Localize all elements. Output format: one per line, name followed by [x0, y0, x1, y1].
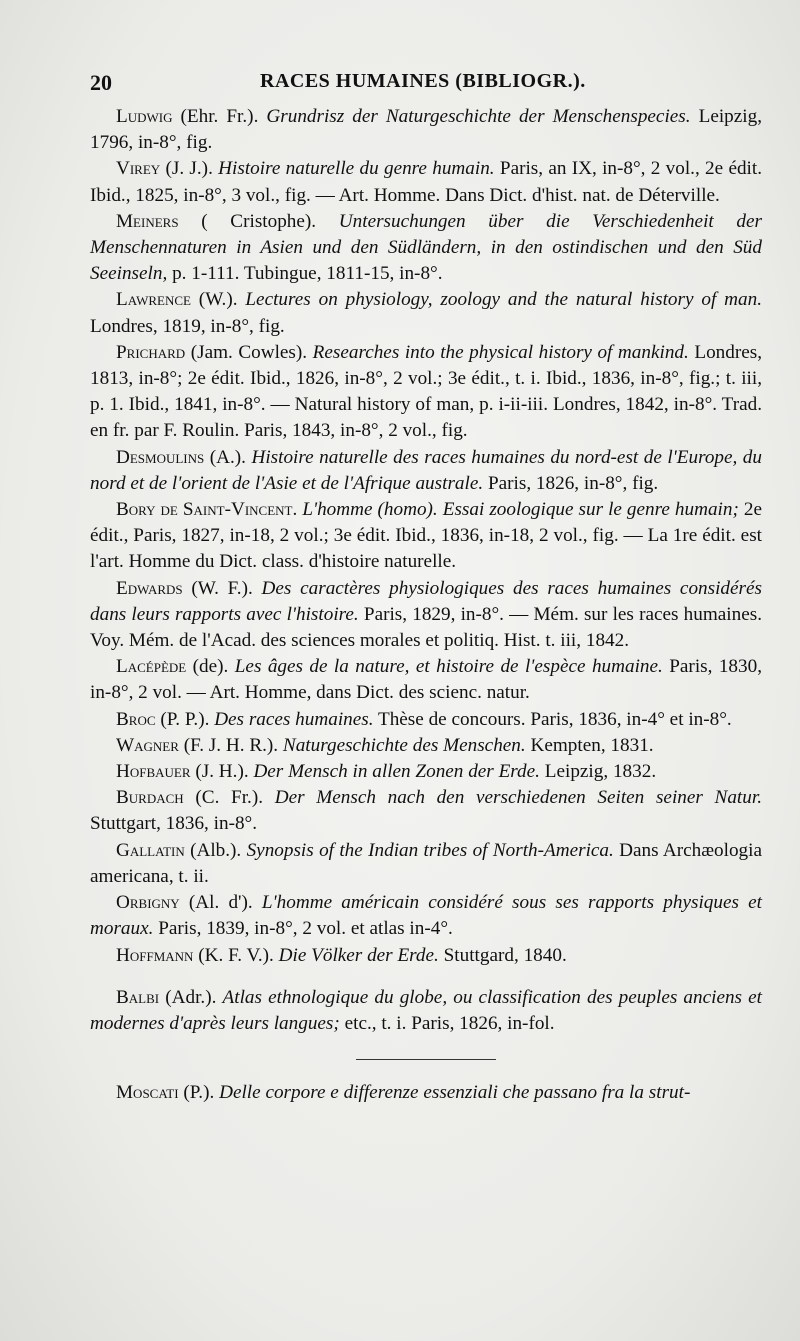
bibliography-entry [90, 340, 762, 445]
entry-publication-info: Kempten, 1831. [525, 734, 654, 756]
entry-publication-info: Stuttgard, 1840. [438, 944, 567, 966]
entry-title: Lectures on physiology, zoology and the natural history of man. [245, 289, 762, 311]
entry-author-details: (A.). [204, 446, 252, 468]
bibliography-entry [90, 209, 762, 288]
entry-author: Hofbauer [116, 761, 191, 783]
entry-author: Orbigny [116, 892, 180, 914]
entry-publication-info: Paris, 1826, in-8°, fig. [483, 472, 659, 494]
entry-title: Untersuchungen über die Verschiedenheit der Menschennaturen in Asien und den Südländern, in den ostindischen und den Süd Seeinseln, [90, 210, 762, 285]
entry-author: Balbi [116, 986, 160, 1008]
running-head: RACES HUMAINES (BIBLIOGR.). [260, 70, 586, 92]
entry-publication-info: Londres, 1813, in-8°; 2e édit. Ibid., 1826, in-8°, 2 vol.; 3e édit., t. i. Ibid., 1836, in-8°, fig.; t. iii, p. 1. Ibid., 1841, in-8°. — Natural history of man, p. i-ii-iii. Londres, 1842, in-8°. Trad. en fr. par F. Roulin. Paris, 1843, in-8°, 2 vol., fig. [90, 341, 763, 442]
entry-author: Meiners [116, 210, 179, 232]
entry-author-details: (W. F.). [182, 577, 262, 599]
entry-author: Burdach [116, 787, 184, 809]
entry-title: Grundrisz der Naturgeschichte der Menschenspecies. [266, 106, 691, 127]
entry-publication-info: Paris, 1829, in-8°. — Mém. sur les races humaines. Voy. Mém. de l'Acad. des sciences morales et politiq. Hist. t. iii, 1842. [90, 603, 762, 652]
bibliography-entry [90, 759, 762, 785]
entry-author: Desmoulins [116, 446, 205, 468]
entry-author-details: . [292, 499, 303, 521]
entry-title: Der Mensch nach den verschiedenen Seiten seiner Natur. [274, 787, 762, 809]
entry-publication-info: Paris, 1839, in-8°, 2 vol. et atlas in-4°. [153, 918, 453, 940]
entry-author: Gallatin [116, 839, 185, 861]
entry-author: Virey [116, 158, 161, 180]
entry-author-details: (W.). [190, 289, 246, 311]
page-header [90, 70, 760, 100]
section-gap [90, 969, 762, 985]
bibliography-entries-continued [90, 1080, 762, 1106]
entry-title: Researches into the physical history of mankind. [312, 341, 689, 363]
entry-author: Bory de Saint-Vincent [116, 499, 293, 521]
entry-publication-info: Dans Archæologia americana, t. ii. [90, 839, 762, 887]
bibliography-entries [90, 104, 762, 969]
bibliography-entry [90, 838, 762, 890]
entry-title: Naturgeschichte des Menschen. [282, 734, 526, 756]
entry-author-details: (Adr.). [159, 986, 223, 1008]
entry-publication-info: Paris, an IX, in-8°, 2 vol., 2e édit. Ibid., 1825, in-8°, 3 vol., fig. — Art. Homme. Dans Dict. d'hist. nat. de Déterville. [90, 158, 763, 206]
bibliography-entry [90, 654, 762, 706]
entry-publication-info: Stuttgart, 1836, in-8°. [90, 813, 258, 835]
entry-author: Moscati [116, 1082, 179, 1104]
separator-rule [356, 1059, 496, 1060]
entry-author-details: ( Cristophe). [178, 210, 339, 232]
entry-author: Wagner [116, 734, 179, 756]
entry-author: Hoffmann [116, 944, 194, 966]
entry-author: Broc [116, 708, 156, 730]
bibliography-entry [90, 1080, 762, 1106]
entry-publication-info: 2e édit., Paris, 1827, in-18, 2 vol.; 3e édit. Ibid., 1836, in-18, 2 vol., fig. — La 1re édit. est l'art. Homme du Dict. class. d'histoire naturelle. [90, 499, 762, 573]
bibliography-entry [90, 890, 762, 942]
entry-title: Histoire naturelle du genre humain. [218, 158, 495, 180]
entry-title: Die Völker der Erde. [278, 944, 439, 966]
bibliography-entry [90, 104, 762, 156]
bibliography-entry [90, 497, 762, 576]
entry-author-details: (Jam. Cowles). [185, 341, 313, 363]
bibliography-entry [90, 943, 762, 969]
bibliography-text [90, 104, 762, 1106]
entry-title: Des caractères physiologiques des races humaines considérés dans leurs rapports avec l'histoire. [90, 577, 762, 625]
bibliography-entry [90, 985, 762, 1037]
entry-publication-info: Londres, 1819, in-8°, fig. [90, 315, 285, 337]
entry-author: Ludwig [116, 106, 173, 127]
entry-title: L'homme américain considéré sous ses rapports physiques et moraux. [90, 892, 762, 940]
entry-author: Lacépède [116, 656, 187, 678]
entry-publication-info: Thèse de concours. Paris, 1836, in-4° et in-8°. [373, 708, 732, 730]
bibliography-entry [90, 156, 762, 208]
entry-author-details: (Ehr. Fr.). [172, 106, 267, 127]
entry-publication-info: etc., t. i. Paris, 1826, in-fol. [339, 1012, 555, 1034]
bibliography-entry [90, 287, 762, 339]
entry-author-details: (P.). [178, 1082, 220, 1104]
entry-author: Lawrence [116, 289, 191, 311]
entry-author-details: (J. H.). [190, 761, 254, 783]
bibliography-entry [90, 576, 762, 655]
entry-title: L'homme (homo). Essai zoologique sur le genre humain; [302, 499, 739, 521]
bibliography-entry [90, 785, 762, 837]
entry-author-details: (de). [186, 656, 235, 678]
bibliography-entry [90, 707, 762, 733]
entry-author-details: (P. P.). [155, 708, 215, 730]
page-number: 20 [90, 70, 112, 95]
entry-title: Histoire naturelle des races humaines du nord-est de l'Europe, du nord et de l'orient de l'Asie et de l'Afrique australe. [90, 446, 762, 494]
entry-publication-info: Leipzig, 1796, in-8°, fig. [90, 106, 762, 154]
entry-author-details: (K. F. V.). [193, 944, 279, 966]
entry-publication-info: p. 1-111. Tubingue, 1811-15, in-8°. [167, 263, 443, 285]
bibliography-entries-secondary [90, 985, 762, 1037]
entry-author-details: (Al. d'). [179, 892, 262, 914]
entry-author: Prichard [116, 341, 186, 363]
entry-title: Der Mensch in allen Zonen der Erde. [253, 761, 540, 783]
entry-publication-info: Leipzig, 1832. [539, 761, 657, 783]
entry-title: Des races humaines. [214, 708, 374, 730]
entry-author-details: (Alb.). [184, 839, 247, 861]
entry-title: Atlas ethnologique du globe, ou classification des peuples anciens et modernes d'après leurs langues; [90, 986, 762, 1034]
entry-title: Delle corpore e differenze essenziali che passano fra la strut- [219, 1082, 691, 1104]
entry-author-details: (J. J.). [160, 158, 219, 180]
entry-title: Les âges de la nature, et histoire de l'espèce humaine. [234, 656, 663, 678]
entry-author-details: (F. J. H. R.). [178, 734, 283, 756]
entry-title: Synopsis of the Indian tribes of North-America. [246, 839, 614, 861]
bibliography-entry [90, 733, 762, 759]
entry-author-details: (C. Fr.). [183, 787, 275, 809]
entry-publication-info: Paris, 1830, in-8°, 2 vol. — Art. Homme, dans Dict. des scienc. natur. [90, 656, 762, 704]
bibliography-entry [90, 445, 762, 497]
entry-author: Edwards [116, 577, 183, 599]
